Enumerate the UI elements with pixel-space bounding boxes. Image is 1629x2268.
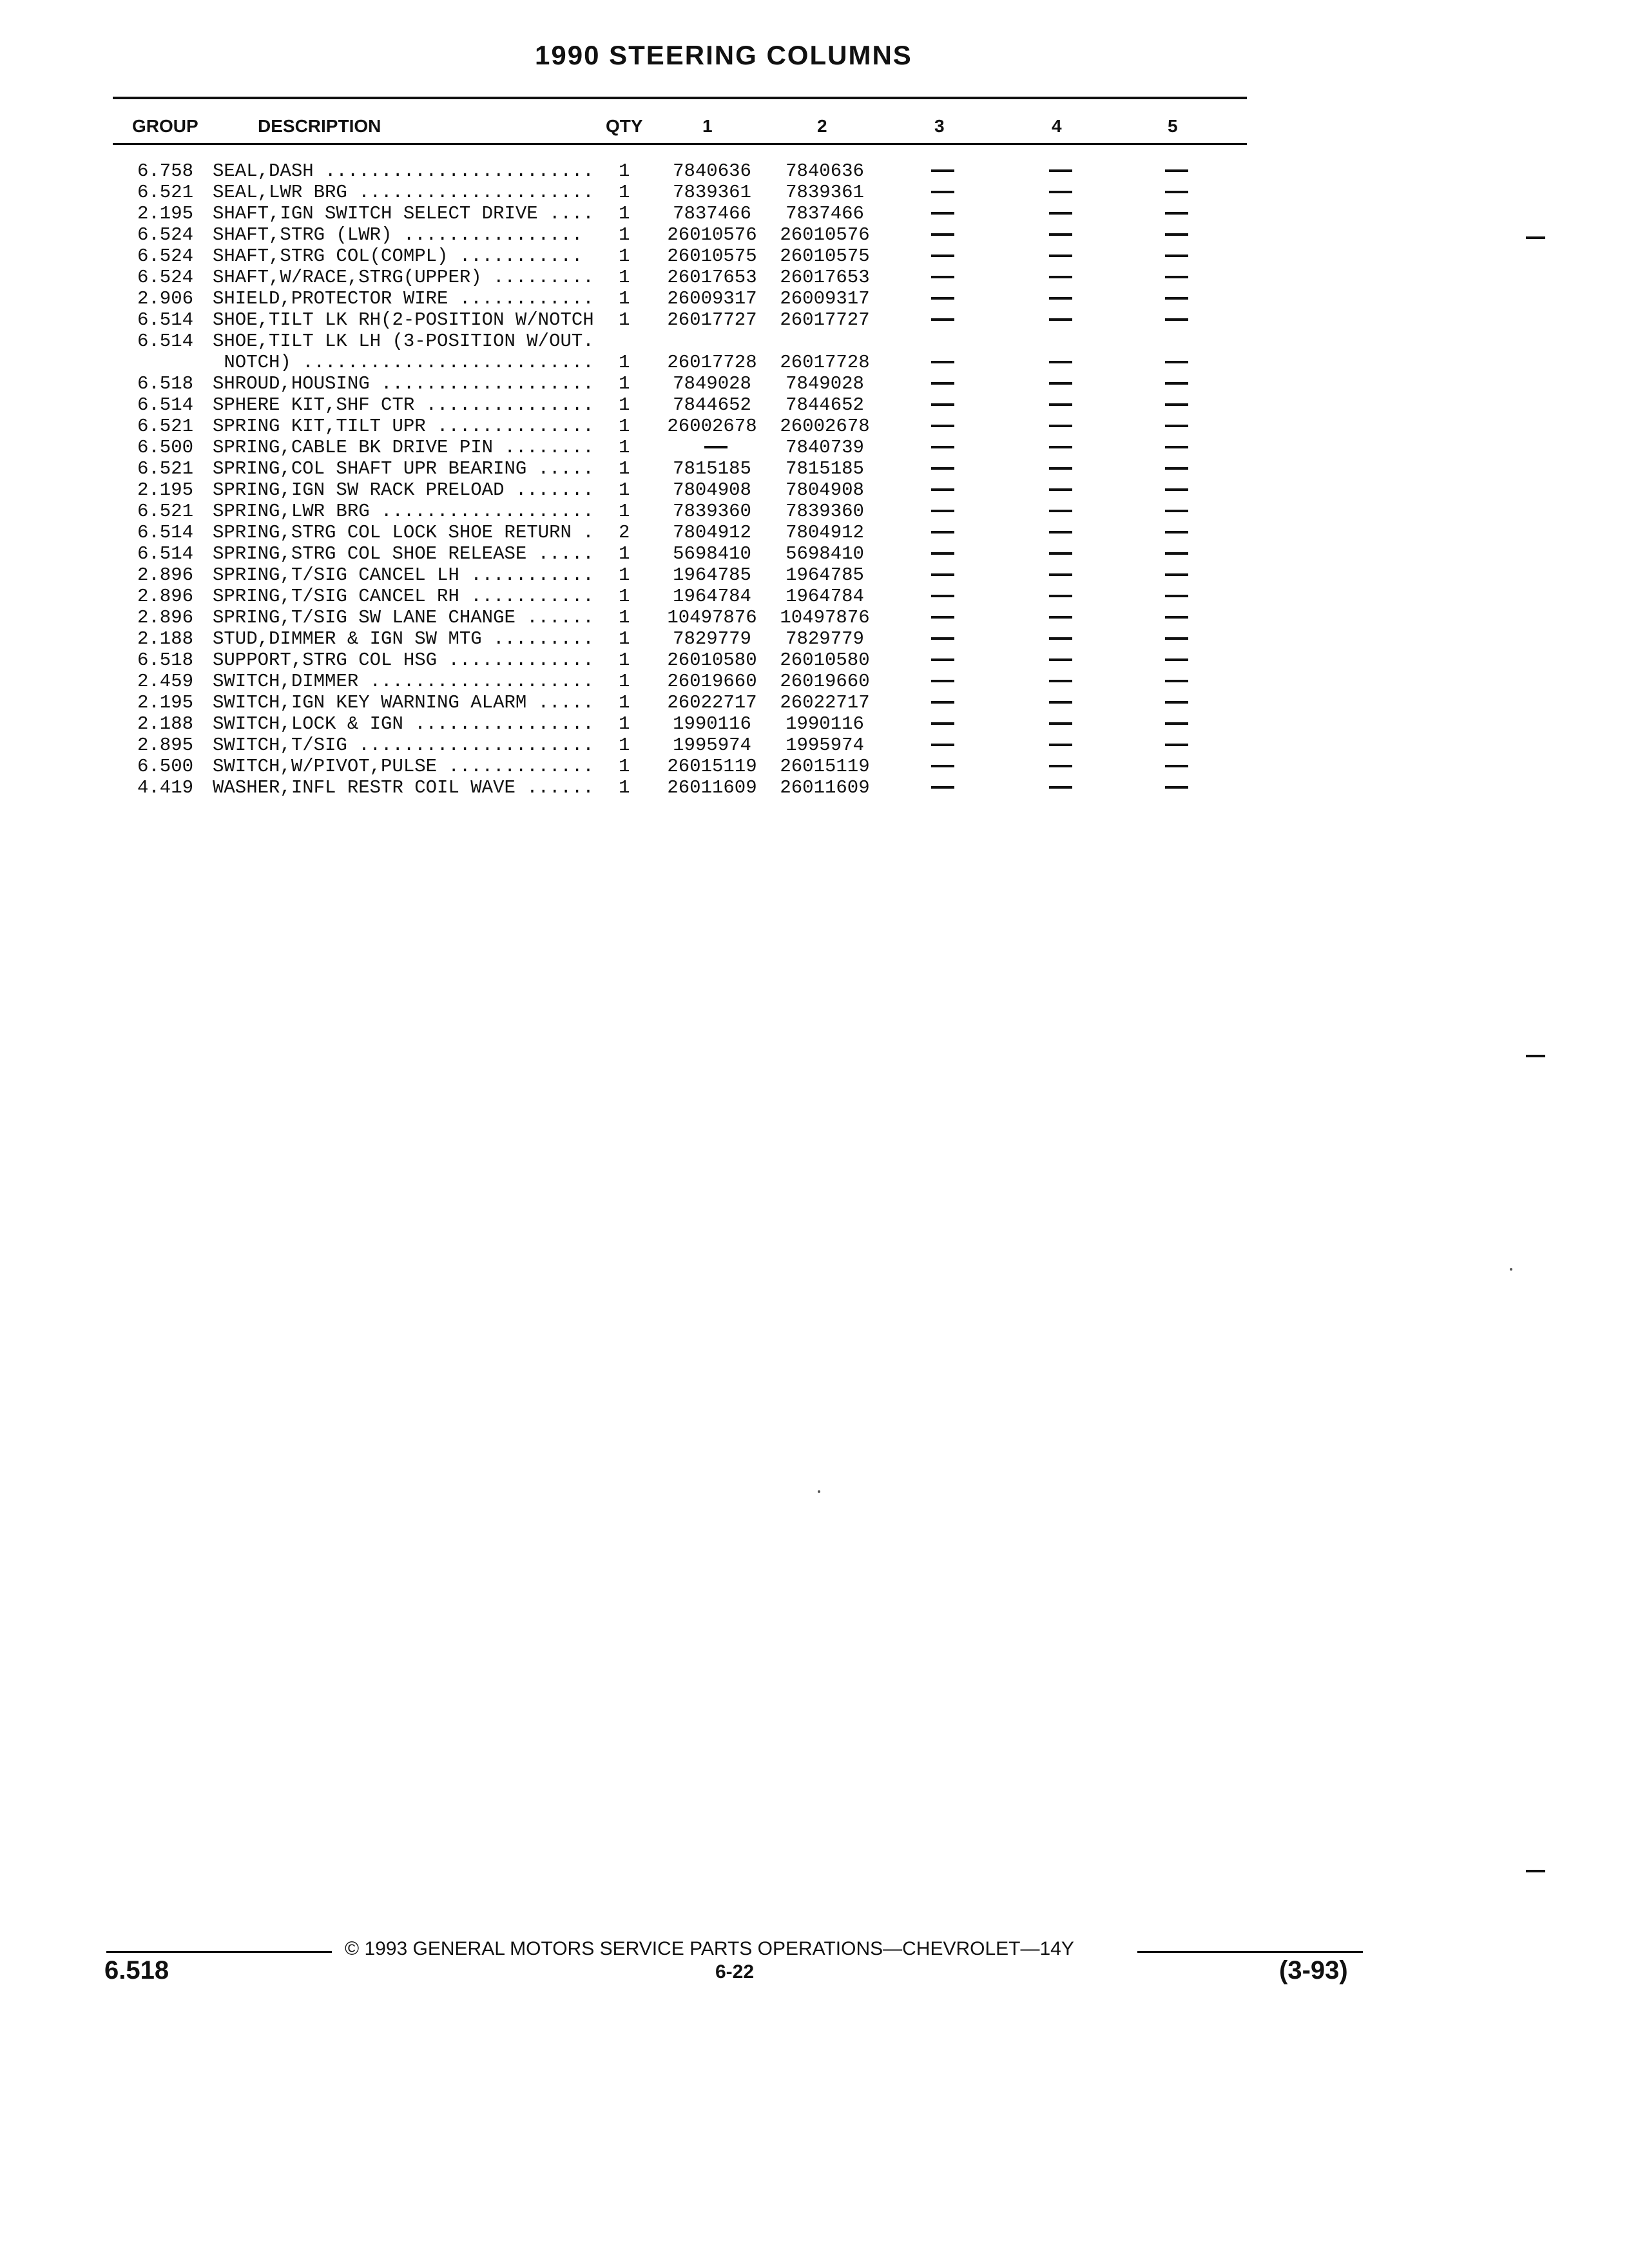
col-5-dash: [1165, 297, 1188, 300]
group-cell: 6.758: [137, 160, 193, 182]
col-1-part-number: 7815185: [673, 458, 751, 479]
description-cell: SHOE,TILT LK RH(2-POSITION W/NOTCH: [213, 309, 594, 331]
col-5-dash: [1165, 255, 1188, 257]
qty-cell: 1: [619, 267, 630, 288]
col-5-dash: [1165, 233, 1188, 236]
col-4-dash: [1049, 425, 1072, 427]
qty-cell: 1: [619, 777, 630, 798]
table-row: [0, 203, 1629, 224]
qty-cell: 1: [619, 245, 630, 267]
col-5-dash: [1165, 467, 1188, 470]
col-3-dash: [931, 382, 954, 385]
description-cell: SWITCH,T/SIG .....................: [213, 735, 594, 756]
col-5-dash: [1165, 276, 1188, 278]
group-cell: 2.188: [137, 628, 193, 649]
margin-mark: [1526, 1870, 1545, 1872]
col-1-part-number: 7804912: [673, 522, 751, 543]
col-3-dash: [931, 233, 954, 236]
col-5-dash: [1165, 765, 1188, 767]
col-3-dash: [931, 212, 954, 215]
col-1-part-number: 26015119: [667, 756, 757, 777]
table-row: [0, 522, 1629, 543]
description-cell: SPRING,T/SIG CANCEL RH ...........: [213, 586, 594, 607]
qty-cell: 1: [619, 479, 630, 501]
col-1-part-number: 7837466: [673, 203, 751, 224]
qty-cell: 1: [619, 543, 630, 564]
col-1-part-number: 1964784: [673, 586, 751, 607]
scan-speck: [818, 1490, 820, 1493]
col-5-dash: [1165, 637, 1188, 640]
table-row: [0, 628, 1629, 649]
qty-cell: 1: [619, 224, 630, 245]
col-4-dash: [1049, 297, 1072, 300]
col-4-dash: [1049, 276, 1072, 278]
qty-cell: 1: [619, 586, 630, 607]
qty-cell: 1: [619, 756, 630, 777]
table-row: [0, 160, 1629, 182]
col-3-dash: [931, 488, 954, 491]
description-cell: SPRING,IGN SW RACK PRELOAD .......: [213, 479, 594, 501]
col-1-part-number: 26010575: [667, 245, 757, 267]
header-top-rule: [113, 97, 1247, 99]
col-5-dash: [1165, 680, 1188, 682]
col-3-dash: [931, 531, 954, 533]
table-row: [0, 309, 1629, 331]
table-row: [0, 735, 1629, 756]
description-cell: SHOE,TILT LK LH (3-POSITION W/OUT.: [213, 331, 594, 352]
footer-section-number: 6.518: [104, 1956, 169, 1984]
col-4-dash: [1049, 744, 1072, 746]
col-3-dash: [931, 595, 954, 597]
col-3-dash: [931, 276, 954, 278]
footer-copyright: © 1993 GENERAL MOTORS SERVICE PARTS OPERATIONS—CHEVROLET—14Y: [345, 1938, 1074, 1959]
description-cell: SWITCH,DIMMER ....................: [213, 671, 594, 692]
group-cell: 6.524: [137, 245, 193, 267]
table-row: [0, 543, 1629, 564]
table-row: [0, 777, 1629, 798]
header-bottom-rule: [113, 143, 1247, 145]
qty-cell: 1: [619, 182, 630, 203]
header-col-5: 5: [1168, 116, 1178, 136]
col-2-part-number: 7849028: [786, 373, 864, 394]
qty-cell: 1: [619, 352, 630, 373]
col-2-part-number: 1995974: [786, 735, 864, 756]
col-4-dash: [1049, 488, 1072, 491]
table-row: [0, 394, 1629, 416]
group-cell: 2.195: [137, 479, 193, 501]
qty-cell: 1: [619, 203, 630, 224]
col-5-dash: [1165, 361, 1188, 363]
group-cell: 2.896: [137, 586, 193, 607]
qty-cell: 1: [619, 394, 630, 416]
header-qty: QTY: [606, 116, 643, 136]
header-description: DESCRIPTION: [258, 116, 381, 136]
col-2-part-number: 7840739: [786, 437, 864, 458]
col-2-part-number: 26009317: [780, 288, 870, 309]
col-4-dash: [1049, 786, 1072, 789]
col-5-dash: [1165, 658, 1188, 661]
col-4-dash: [1049, 403, 1072, 406]
col-4-dash: [1049, 169, 1072, 172]
col-4-dash: [1049, 233, 1072, 236]
col-4-dash: [1049, 552, 1072, 555]
col-1-part-number: 26009317: [667, 288, 757, 309]
group-cell: 6.521: [137, 501, 193, 522]
col-3-dash: [931, 446, 954, 448]
col-1-part-number: 26010580: [667, 649, 757, 671]
col-1-part-number: 1995974: [673, 735, 751, 756]
group-cell: 6.500: [137, 437, 193, 458]
col-4-dash: [1049, 573, 1072, 576]
col-2-part-number: 26022717: [780, 692, 870, 713]
col-1-part-number: 26019660: [667, 671, 757, 692]
col-4-dash: [1049, 212, 1072, 215]
description-cell: SHAFT,STRG (LWR) ................: [213, 224, 583, 245]
col-4-dash: [1049, 191, 1072, 193]
col-2-part-number: 26010580: [780, 649, 870, 671]
col-1-part-number: 1964785: [673, 564, 751, 586]
group-cell: 6.518: [137, 373, 193, 394]
col-1-part-number: 7840636: [673, 160, 751, 182]
table-row: [0, 649, 1629, 671]
col-1-part-number: 26022717: [667, 692, 757, 713]
col-1-part-number: 26017728: [667, 352, 757, 373]
col-3-dash: [931, 467, 954, 470]
description-cell: SPRING KIT,TILT UPR ..............: [213, 416, 594, 437]
col-3-dash: [931, 616, 954, 619]
col-5-dash: [1165, 786, 1188, 789]
col-2-part-number: 7837466: [786, 203, 864, 224]
table-row: [0, 458, 1629, 479]
table-row: [0, 586, 1629, 607]
description-cell: SHROUD,HOUSING ...................: [213, 373, 594, 394]
description-cell: SUPPORT,STRG COL HSG .............: [213, 649, 594, 671]
description-cell: SPRING,T/SIG SW LANE CHANGE ......: [213, 607, 594, 628]
table-row: [0, 416, 1629, 437]
col-4-dash: [1049, 701, 1072, 704]
col-3-dash: [931, 425, 954, 427]
group-cell: 6.521: [137, 458, 193, 479]
group-cell: 6.514: [137, 522, 193, 543]
table-row: [0, 479, 1629, 501]
description-cell: SHAFT,W/RACE,STRG(UPPER) .........: [213, 267, 594, 288]
col-2-part-number: 7804908: [786, 479, 864, 501]
table-row: [0, 713, 1629, 735]
col-1-part-number: 26010576: [667, 224, 757, 245]
group-cell: 6.524: [137, 267, 193, 288]
description-cell: SPRING,CABLE BK DRIVE PIN ........: [213, 437, 594, 458]
col-2-part-number: 5698410: [786, 543, 864, 564]
group-cell: 2.195: [137, 692, 193, 713]
table-row: [0, 671, 1629, 692]
description-cell: SWITCH,W/PIVOT,PULSE .............: [213, 756, 594, 777]
table-row: [0, 756, 1629, 777]
table-row: [0, 331, 1629, 352]
group-cell: 6.521: [137, 416, 193, 437]
group-cell: 6.514: [137, 331, 193, 352]
footer-page-number: 6-22: [715, 1961, 755, 1983]
qty-cell: 1: [619, 735, 630, 756]
table-row: [0, 245, 1629, 267]
col-2-part-number: 1964784: [786, 586, 864, 607]
table-row: [0, 437, 1629, 458]
header-col-1: 1: [702, 116, 713, 136]
col-3-dash: [931, 169, 954, 172]
col-5-dash: [1165, 722, 1188, 725]
col-1-part-number: 7829779: [673, 628, 751, 649]
description-cell: SPRING,STRG COL LOCK SHOE RETURN .: [213, 522, 594, 543]
qty-cell: 1: [619, 628, 630, 649]
qty-cell: 1: [619, 437, 630, 458]
col-1-part-number: 26002678: [667, 416, 757, 437]
col-4-dash: [1049, 722, 1072, 725]
footer-date-code: (3-93): [1279, 1956, 1348, 1984]
table-row: [0, 224, 1629, 245]
group-cell: 2.896: [137, 607, 193, 628]
header-col-3: 3: [934, 116, 945, 136]
header-col-4: 4: [1052, 116, 1062, 136]
description-cell: SPHERE KIT,SHF CTR ...............: [213, 394, 594, 416]
col-1-part-number: 10497876: [667, 607, 757, 628]
page-title: 1990 STEERING COLUMNS: [535, 40, 912, 70]
table-row: [0, 607, 1629, 628]
qty-cell: 1: [619, 309, 630, 331]
col-4-dash: [1049, 255, 1072, 257]
qty-cell: 1: [619, 288, 630, 309]
col-5-dash: [1165, 382, 1188, 385]
col-1-part-number: 1990116: [673, 713, 751, 735]
col-3-dash: [931, 318, 954, 321]
col-1-part-number: 7804908: [673, 479, 751, 501]
table-row: [0, 352, 1629, 373]
col-1-part-number: 7839361: [673, 182, 751, 203]
col-3-dash: [931, 765, 954, 767]
col-3-dash: [931, 701, 954, 704]
group-cell: 6.514: [137, 309, 193, 331]
scan-speck: [1510, 1268, 1512, 1271]
col-4-dash: [1049, 637, 1072, 640]
col-2-part-number: 1964785: [786, 564, 864, 586]
col-4-dash: [1049, 680, 1072, 682]
col-4-dash: [1049, 467, 1072, 470]
qty-cell: 1: [619, 416, 630, 437]
description-cell: SHIELD,PROTECTOR WIRE ............: [213, 288, 594, 309]
col-1-part-number: 26017653: [667, 267, 757, 288]
group-cell: 2.906: [137, 288, 193, 309]
table-row: [0, 692, 1629, 713]
col-4-dash: [1049, 361, 1072, 363]
description-cell: SWITCH,LOCK & IGN ................: [213, 713, 594, 735]
table-row: [0, 564, 1629, 586]
group-cell: 2.195: [137, 203, 193, 224]
col-5-dash: [1165, 701, 1188, 704]
col-3-dash: [931, 552, 954, 555]
description-cell: SPRING,STRG COL SHOE RELEASE .....: [213, 543, 594, 564]
col-2-part-number: 10497876: [780, 607, 870, 628]
margin-mark: [1526, 1055, 1545, 1057]
col-2-part-number: 26002678: [780, 416, 870, 437]
col-5-dash: [1165, 318, 1188, 321]
col-1-part-number: 5698410: [673, 543, 751, 564]
col-2-part-number: 26017653: [780, 267, 870, 288]
description-cell: SEAL,DASH ........................: [213, 160, 594, 182]
col-5-dash: [1165, 573, 1188, 576]
qty-cell: 1: [619, 607, 630, 628]
col-2-part-number: 7815185: [786, 458, 864, 479]
col-2-part-number: 7804912: [786, 522, 864, 543]
col-5-dash: [1165, 403, 1188, 406]
description-cell: SPRING,LWR BRG ...................: [213, 501, 594, 522]
table-row: [0, 373, 1629, 394]
col-2-part-number: 26010576: [780, 224, 870, 245]
qty-cell: 1: [619, 458, 630, 479]
col-3-dash: [931, 573, 954, 576]
qty-cell: 2: [619, 522, 630, 543]
col-2-part-number: 26019660: [780, 671, 870, 692]
col-2-part-number: 7844652: [786, 394, 864, 416]
col-3-dash: [931, 361, 954, 363]
col-3-dash: [931, 510, 954, 512]
footer-rule-right: [1137, 1951, 1363, 1953]
col-5-dash: [1165, 488, 1188, 491]
col-5-dash: [1165, 510, 1188, 512]
col-1-part-number: 7839360: [673, 501, 751, 522]
col-2-part-number: 7829779: [786, 628, 864, 649]
col-5-dash: [1165, 425, 1188, 427]
col-2-part-number: 7839360: [786, 501, 864, 522]
group-cell: 2.459: [137, 671, 193, 692]
group-cell: 2.895: [137, 735, 193, 756]
qty-cell: 1: [619, 671, 630, 692]
group-cell: 6.518: [137, 649, 193, 671]
col-5-dash: [1165, 191, 1188, 193]
col-5-dash: [1165, 552, 1188, 555]
qty-cell: 1: [619, 373, 630, 394]
col-4-dash: [1049, 446, 1072, 448]
col-4-dash: [1049, 595, 1072, 597]
table-row: [0, 288, 1629, 309]
group-cell: 6.524: [137, 224, 193, 245]
group-cell: 2.188: [137, 713, 193, 735]
col-3-dash: [931, 658, 954, 661]
col-2-part-number: 26017728: [780, 352, 870, 373]
qty-cell: 1: [619, 501, 630, 522]
description-cell: SEAL,LWR BRG .....................: [213, 182, 594, 203]
col-4-dash: [1049, 765, 1072, 767]
col-3-dash: [931, 255, 954, 257]
col-5-dash: [1165, 446, 1188, 448]
col-2-part-number: 7840636: [786, 160, 864, 182]
description-cell: SHAFT,IGN SWITCH SELECT DRIVE ....: [213, 203, 594, 224]
qty-cell: 1: [619, 649, 630, 671]
header-col-2: 2: [817, 116, 827, 136]
col-2-part-number: 26017727: [780, 309, 870, 331]
qty-cell: 1: [619, 564, 630, 586]
col-5-dash: [1165, 169, 1188, 172]
col-3-dash: [931, 403, 954, 406]
description-cell: NOTCH) ..........................: [213, 352, 594, 373]
group-cell: 4.419: [137, 777, 193, 798]
header-group: GROUP: [132, 116, 198, 136]
group-cell: 6.521: [137, 182, 193, 203]
col-2-part-number: 26010575: [780, 245, 870, 267]
col-3-dash: [931, 191, 954, 193]
col-4-dash: [1049, 382, 1072, 385]
description-cell: SPRING,COL SHAFT UPR BEARING .....: [213, 458, 594, 479]
col-2-part-number: 26011609: [780, 777, 870, 798]
col-4-dash: [1049, 531, 1072, 533]
col-2-part-number: 1990116: [786, 713, 864, 735]
col-5-dash: [1165, 531, 1188, 533]
col-3-dash: [931, 722, 954, 725]
description-cell: SHAFT,STRG COL(COMPL) ...........: [213, 245, 583, 267]
description-cell: SPRING,T/SIG CANCEL LH ...........: [213, 564, 594, 586]
col-3-dash: [931, 680, 954, 682]
col-5-dash: [1165, 744, 1188, 746]
col-5-dash: [1165, 212, 1188, 215]
description-cell: SWITCH,IGN KEY WARNING ALARM .....: [213, 692, 594, 713]
group-cell: 6.500: [137, 756, 193, 777]
table-row: [0, 182, 1629, 203]
col-4-dash: [1049, 658, 1072, 661]
col-1-part-number: 7844652: [673, 394, 751, 416]
table-row: [0, 501, 1629, 522]
col-2-part-number: 26015119: [780, 756, 870, 777]
col-4-dash: [1049, 510, 1072, 512]
description-cell: STUD,DIMMER & IGN SW MTG .........: [213, 628, 594, 649]
col-3-dash: [931, 297, 954, 300]
col-5-dash: [1165, 616, 1188, 619]
group-cell: 6.514: [137, 543, 193, 564]
group-cell: 2.896: [137, 564, 193, 586]
col-5-dash: [1165, 595, 1188, 597]
footer-rule-left: [106, 1951, 332, 1953]
table-row: [0, 267, 1629, 288]
col-3-dash: [931, 786, 954, 789]
col-3-dash: [931, 744, 954, 746]
margin-mark: [1526, 236, 1545, 239]
description-cell: WASHER,INFL RESTR COIL WAVE ......: [213, 777, 594, 798]
group-cell: 6.514: [137, 394, 193, 416]
col-1-part-number: 7849028: [673, 373, 751, 394]
col-1-part-number: 26017727: [667, 309, 757, 331]
col-3-dash: [931, 637, 954, 640]
qty-cell: 1: [619, 160, 630, 182]
col-2-part-number: 7839361: [786, 182, 864, 203]
qty-cell: 1: [619, 692, 630, 713]
col-4-dash: [1049, 318, 1072, 321]
qty-cell: 1: [619, 713, 630, 735]
col-1-part-number: 26011609: [667, 777, 757, 798]
col-4-dash: [1049, 616, 1072, 619]
col-1-dash: [704, 446, 728, 448]
